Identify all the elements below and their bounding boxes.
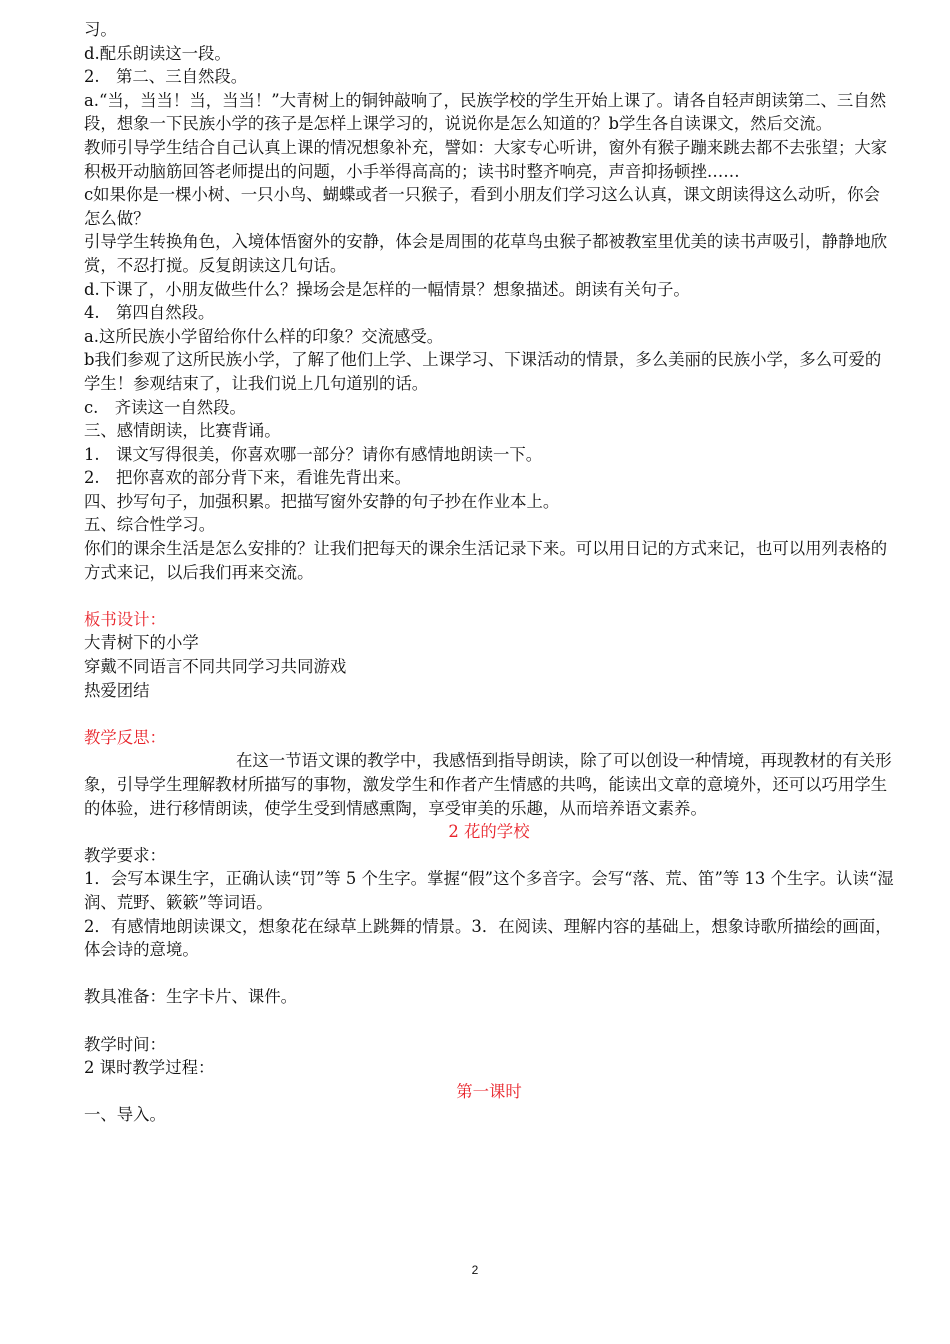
teaching-tools: 教具准备：生字卡片、课件。 — [84, 987, 298, 1007]
paragraph: d.配乐朗读这一段。 — [84, 43, 231, 63]
paragraph: 三、感情朗读，比赛背诵。 — [84, 421, 281, 441]
paragraph: b我们参观了这所民族小学，了解了他们上学、上课学习、下课活动的情景，多么美丽的民族小学，多么可爱的学生！参观结束了，让我们说上几句道别的话。 — [84, 350, 882, 393]
spacer — [84, 1009, 894, 1033]
board-line-title: 大青树下的小学 — [84, 633, 199, 653]
period-title: 第一课时 — [456, 1081, 522, 1101]
section-intro: 一、导入。 — [84, 1105, 166, 1125]
paragraph: 1. 课文写得很美，你喜欢哪一部分？请你有感情地朗读一下。 — [84, 444, 543, 464]
paragraph: 五、综合性学习。 — [84, 515, 216, 535]
teaching-process-label: 2 课时教学过程： — [84, 1058, 215, 1078]
paragraph: 习。 — [84, 20, 117, 39]
paragraph: 四、抄写句子，加强积累。把描写窗外安静的句子抄在作业本上。 — [84, 491, 560, 511]
board-design-heading: 板书设计： — [84, 609, 166, 629]
paragraph: 4. 第四自然段。 — [84, 303, 215, 323]
paragraph: c. 齐读这一自然段。 — [84, 397, 246, 417]
requirements-heading: 教学要求： — [84, 845, 166, 865]
board-line-bottom: 热爱团结 — [84, 680, 150, 700]
paragraph: 引导学生转换角色，入境体悟窗外的安静，体会是周围的花草鸟虫猴子都被教室里优美的读书声吸引，静静地欣赏，不忍打搅。反复朗读这几句话。 — [84, 232, 888, 275]
paragraph: a.这所民族小学留给你什么样的印象？交流感受。 — [84, 326, 444, 346]
document-body — [84, 18, 894, 1127]
paragraph: 2. 第二、三自然段。 — [84, 67, 248, 87]
spacer — [84, 962, 894, 986]
paragraph: c如果你是一棵小树、一只小鸟、蝴蝶或者一只猴子，看到小朋友们学习这么认真，课文朗读得这么动听，你会怎么做？ — [84, 185, 880, 228]
reflection-heading: 教学反思： — [84, 727, 166, 747]
requirement-item: 2．有感情地朗读课文，想象花在绿草上跳舞的情景。3．在阅读、理解内容的基础上，想象诗歌所描绘的画面，体会诗的意境。 — [84, 916, 892, 960]
spacer — [84, 702, 894, 726]
teaching-time-label: 教学时间： — [84, 1034, 166, 1054]
lesson-title: 2 花的学校 — [448, 822, 530, 842]
paragraph: d.下课了，小朋友做些什么？操场会是怎样的一幅情景？想象描述。朗读有关句子。 — [84, 279, 690, 299]
reflection-text: 在这一节语文课的教学中，我感悟到指导朗读，除了可以创设一种情境，再现教材的有关形象，引导学生理解教材所描写的事物，激发学生和作者产生情感的共鸣，能读出文章的意境外，还可以巧用学生的体验，进行移情朗读，使学生受到情感熏陶，享受审美的乐趣，从而培养语文素养。 — [84, 751, 892, 818]
requirement-item: 1．会写本课生字，正确认读“罚”等 5 个生字。掌握“假”这个多音字。会写“落、荒、笛”等 13 个生字。认读“湿润、荒野、簌簌”等词语。 — [84, 869, 894, 912]
paragraph: 教师引导学生结合自己认真上课的情况想象补充，譬如：大家专心听讲，窗外有猴子蹦来跳去都不去张望；大家积极开动脑筋回答老师提出的问题，小手举得高高的；读书时整齐响亮，声音抑扬顿挫…… — [84, 137, 888, 181]
paragraph: a.“当，当当！当，当当！”大青树上的铜钟敲响了，民族学校的学生开始上课了。请各自轻声朗读第二、三自然段，想象一下民族小学的孩子是怎样上课学习的，说说你是怎么知道的？b学生各自读课文，然后交流。 — [84, 90, 887, 134]
paragraph: 你们的课余生活是怎么安排的？让我们把每天的课余生活记录下来。可以用日记的方式来记，也可以用列表格的方式来记，以后我们再来交流。 — [84, 539, 888, 582]
paragraph: 2. 把你喜欢的部分背下来，看谁先背出来。 — [84, 468, 412, 488]
page-number: 2 — [471, 1263, 479, 1277]
board-line-middle: 穿戴不同语言不同共同学习共同游戏 — [84, 657, 347, 677]
spacer — [84, 584, 894, 608]
